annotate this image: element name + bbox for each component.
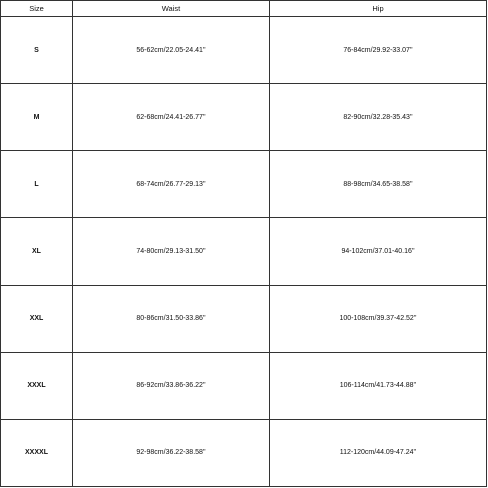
waist-cell: 80-86cm/31.50-33.86'' (73, 285, 270, 352)
size-cell: S (1, 17, 73, 84)
size-cell: M (1, 84, 73, 151)
table-row (1, 17, 487, 84)
size-chart-body (1, 17, 487, 487)
waist-cell: 62-68cm/24.41-26.77'' (73, 84, 270, 151)
waist-cell: 92-98cm/36.22-38.58'' (73, 419, 270, 486)
size-cell: XXL (1, 285, 73, 352)
hip-cell: 82-90cm/32.28-35.43'' (270, 84, 487, 151)
hip-cell: 112-120cm/44.09-47.24'' (270, 419, 487, 486)
table-row (1, 218, 487, 285)
size-chart-header (1, 1, 487, 17)
table-row (1, 419, 487, 486)
header-hip: Hip (270, 1, 487, 17)
waist-cell: 74-80cm/29.13-31.50'' (73, 218, 270, 285)
waist-cell: 86-92cm/33.86-36.22'' (73, 352, 270, 419)
header-waist: Waist (73, 1, 270, 17)
size-cell: XL (1, 218, 73, 285)
header-size: Size (1, 1, 73, 17)
hip-cell: 76-84cm/29.92-33.07'' (270, 17, 487, 84)
header-row (1, 1, 487, 17)
size-cell: L (1, 151, 73, 218)
table-row (1, 352, 487, 419)
waist-cell: 56-62cm/22.05-24.41'' (73, 17, 270, 84)
size-cell: XXXL (1, 352, 73, 419)
table-row (1, 285, 487, 352)
table-row (1, 84, 487, 151)
table-row (1, 151, 487, 218)
waist-cell: 68-74cm/26.77-29.13'' (73, 151, 270, 218)
hip-cell: 100-108cm/39.37-42.52'' (270, 285, 487, 352)
hip-cell: 94-102cm/37.01-40.16'' (270, 218, 487, 285)
hip-cell: 88-98cm/34.65-38.58'' (270, 151, 487, 218)
size-cell: XXXXL (1, 419, 73, 486)
hip-cell: 106-114cm/41.73-44.88'' (270, 352, 487, 419)
